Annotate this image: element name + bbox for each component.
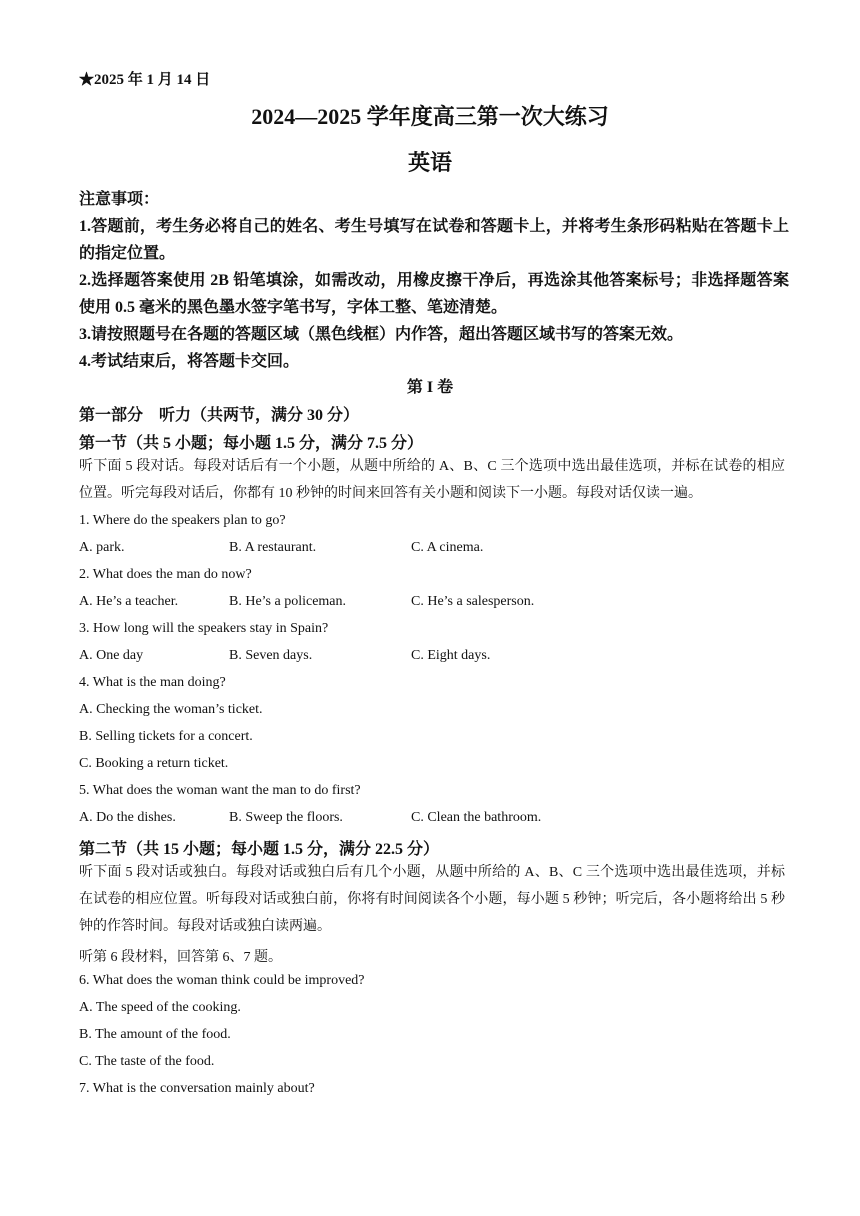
option-4c: C. Booking a return ticket. bbox=[79, 756, 229, 771]
option-1a: A. park. bbox=[79, 540, 125, 555]
option-3b: B. Seven days. bbox=[229, 648, 313, 663]
option-2b: B. He’s a policeman. bbox=[229, 594, 347, 609]
question-1: 1. Where do the speakers plan to go? bbox=[79, 513, 286, 528]
question-7: 7. What is the conversation mainly about? bbox=[79, 1081, 315, 1096]
question-5: 5. What does the woman want the man to do first? bbox=[79, 783, 361, 798]
section2-title: 第二节（共 15 小题；每小题 1.5 分，满分 22.5 分） bbox=[79, 841, 440, 858]
section1-instructions: 听下面 5 段对话。每段对话后有一个小题，从题中所给的 A、B、C 三个选项中选出最佳选项，并标在试卷的相应位置。听完每段对话后，你都有 10 秒钟的时间来回答有关小题和阅读下一小题。每段对话仅读一遍。 bbox=[79, 459, 785, 501]
question-4: 4. What is the man doing? bbox=[79, 675, 226, 690]
question-2: 2. What does the man do now? bbox=[79, 567, 252, 582]
section2-instructions: 听下面 5 段对话或独白。每段对话或独白后有几个小题，从题中所给的 A、B、C 三个选项中选出最佳选项，并标在试卷的相应位置。听每段对话或独白前，你将有时间阅读各个小题，每小题 5 秒钟；听完后，各小题将给出 5 秒钟的作答时间。每段对话或独白读两遍。 bbox=[79, 865, 785, 934]
note-item-3: 3.请按照题号在各题的答题区域（黑色线框）内作答，超出答题区域书写的答案无效。 bbox=[79, 326, 684, 343]
option-6a: A. The speed of the cooking. bbox=[79, 1000, 241, 1015]
option-3c: C. Eight days. bbox=[411, 648, 491, 663]
option-4a: A. Checking the woman’s ticket. bbox=[79, 702, 263, 717]
notes-block bbox=[79, 186, 789, 375]
note-item-2: 2.选择题答案使用 2B 铅笔填涂，如需改动，用橡皮擦干净后，再选涂其他答案标号；非选择题答案使用 0.5 毫米的黑色墨水签字笔书写，字体工整、笔迹清楚。 bbox=[79, 272, 789, 316]
exam-subject: 英语 bbox=[407, 150, 452, 175]
question-3: 3. How long will the speakers stay in Spain? bbox=[79, 621, 329, 636]
note-item-4: 4.考试结束后，将答题卡交回。 bbox=[79, 353, 300, 370]
option-6b: B. The amount of the food. bbox=[79, 1027, 231, 1042]
exam-title: 2024—2025 学年度高三第一次大练习 bbox=[251, 104, 609, 129]
option-6c: C. The taste of the food. bbox=[79, 1054, 215, 1069]
option-2c: C. He’s a salesperson. bbox=[411, 594, 535, 609]
part1-title: 第一部分 听力（共两节，满分 30 分） bbox=[79, 407, 360, 424]
option-4b: B. Selling tickets for a concert. bbox=[79, 729, 253, 744]
material-6-note: 听第 6 段材料，回答第 6、7 题。 bbox=[79, 950, 282, 965]
exam-date: ★2025 年 1 月 14 日 bbox=[79, 72, 211, 88]
section1-title: 第一节（共 5 小题；每小题 1.5 分，满分 7.5 分） bbox=[79, 435, 424, 452]
option-2a: A. He’s a teacher. bbox=[79, 594, 179, 609]
volume-heading: 第 I 卷 bbox=[406, 379, 454, 396]
notes-heading: 注意事项： bbox=[79, 191, 160, 208]
option-5b: B. Sweep the floors. bbox=[229, 810, 343, 825]
option-5a: A. Do the dishes. bbox=[79, 810, 176, 825]
note-item-1: 1.答题前，考生务必将自己的姓名、考生号填写在试卷和答题卡上，并将考生条形码粘贴在答题卡上的指定位置。 bbox=[79, 218, 789, 262]
option-1c: C. A cinema. bbox=[411, 540, 484, 555]
option-5c: C. Clean the bathroom. bbox=[411, 810, 542, 825]
option-3a: A. One day bbox=[79, 648, 144, 663]
question-6: 6. What does the woman think could be improved? bbox=[79, 973, 365, 988]
option-1b: B. A restaurant. bbox=[229, 540, 317, 555]
